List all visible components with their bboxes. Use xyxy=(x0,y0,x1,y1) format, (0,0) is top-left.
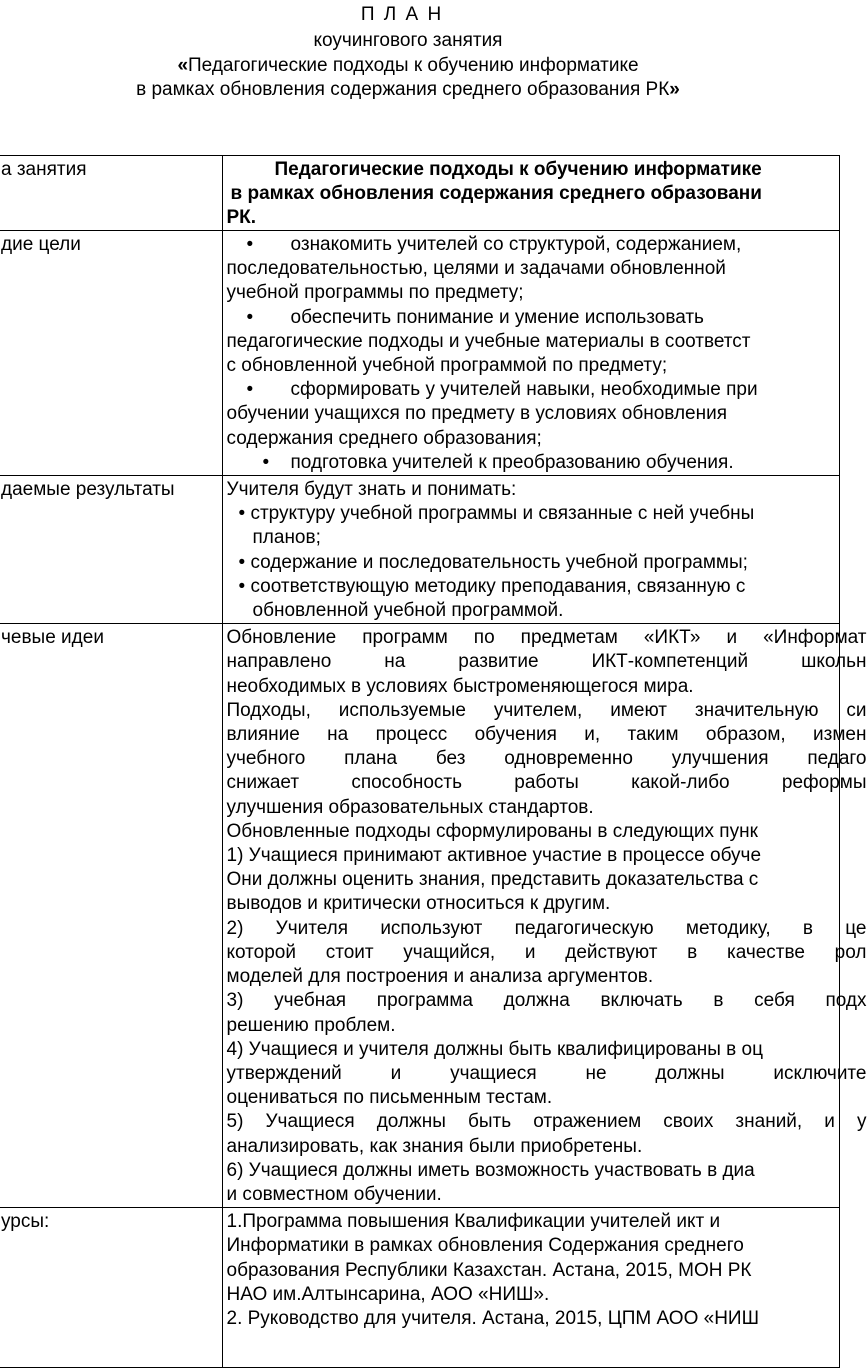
plan-title: П Л А Н xyxy=(360,4,444,25)
key-ideas-label: чевые идеи xyxy=(1,627,104,649)
key-idea-line: Они должны оценить знания, представить доказательства с xyxy=(226,869,759,891)
topic-title-line-1: Педагогические подходы к обучению информатике xyxy=(274,159,762,180)
result-item-1-cont: планов; xyxy=(252,527,321,549)
result-item-3-cont: обновленной учебной программой. xyxy=(252,600,564,622)
bullet-icon: • xyxy=(246,379,254,401)
topic-title-line-2: в рамках обновления содержания среднего образовани xyxy=(230,183,762,204)
goal-item-1-line-3: учебной программы по предмету; xyxy=(226,282,524,304)
result-item-1 xyxy=(227,502,836,526)
topic-title xyxy=(227,158,836,230)
goal-item-1-line-2: последовательностью, целями и задачами обновленной xyxy=(226,258,726,280)
key-idea-line: которой стоит учащийся, и действуют в качестве рол xyxy=(226,941,867,963)
result-item-3 xyxy=(227,575,836,599)
close-quote: » xyxy=(669,79,680,100)
resource-line: НАО им.Алтынсарина, АОО «НИШ». xyxy=(226,1283,550,1305)
key-idea-line: анализировать, как знания были приобретены. xyxy=(226,1135,643,1157)
row-value-results xyxy=(222,476,840,624)
resource-line: Информатики в рамках обновления Содержания среднего xyxy=(226,1235,744,1257)
row-label-results xyxy=(0,476,222,624)
key-idea-line: моделей для построения и анализа аргументов. xyxy=(226,966,654,988)
resources-label: урсы: xyxy=(1,1211,50,1233)
key-idea-line: 6) Учащиеся должны иметь возможность участвовать в диа xyxy=(226,1159,755,1181)
key-idea-line: Обновление программ по предметам «ИКТ» и «Информат xyxy=(226,627,867,649)
table-row-resources xyxy=(0,1208,840,1368)
results-label: даемые результаты xyxy=(1,479,175,501)
goal-item-4-line-1 xyxy=(227,451,836,475)
table-row-key-ideas xyxy=(0,624,840,1208)
header-topic-line-2 xyxy=(0,79,816,101)
topic-title-line-3: РК. xyxy=(226,207,257,228)
goals-label: дие цели xyxy=(1,234,81,255)
goal-item-3-line-3: содержания среднего образования; xyxy=(226,427,542,449)
key-idea-line: Подходы, используемые учителем, имеют значительную си xyxy=(226,699,867,721)
resource-line: 2. Руководство для учителя. Астана, 2015, ЦПМ АОО «НИШ xyxy=(226,1307,759,1329)
result-item-2 xyxy=(227,551,836,575)
open-quote: « xyxy=(177,55,189,76)
bullet-icon: • xyxy=(246,306,254,328)
key-idea-line: 1) Учащиеся принимают активное участие в процессе обуче xyxy=(226,845,762,867)
key-idea-line: учебного плана без одновременно улучшения педаго xyxy=(226,748,867,770)
bullet-icon: • xyxy=(238,551,246,573)
key-idea-line: необходимых в условиях быстроменяющегося мира. xyxy=(226,675,694,697)
result-text: соответствующую методику преподавания, связанную с xyxy=(250,575,746,597)
resource-line: образования Республики Казахстан. Астана, 2015, МОН РК xyxy=(226,1259,752,1281)
header-topic-line-1 xyxy=(0,55,816,77)
row-label-topic xyxy=(0,156,222,231)
key-idea-line: утверждений и учащиеся не должны исключите xyxy=(226,1062,867,1084)
row-value-resources xyxy=(222,1208,840,1368)
key-idea-line: 2) Учителя используют педагогическую методику, в це xyxy=(226,917,867,939)
row-label-key-ideas xyxy=(0,624,222,1208)
table-row-results xyxy=(0,476,840,624)
key-idea-line: снижает способность работы какой-либо реформы xyxy=(226,772,867,794)
header-topic-text-2: в рамках обновления содержания среднего образования РК xyxy=(136,79,670,100)
bullet-icon: • xyxy=(238,503,246,525)
row-label-resources xyxy=(0,1208,222,1368)
goal-text: сформировать у учителей навыки, необходимые при xyxy=(290,379,758,401)
header-topic-text-1: Педагогические подходы к обучению информатике xyxy=(188,55,639,76)
key-idea-line: решению проблем. xyxy=(226,1014,396,1036)
row-value-key-ideas xyxy=(222,624,867,1208)
goal-item-2-line-2: педагогические подходы и учебные материалы в соответст xyxy=(226,330,751,352)
bullet-icon: • xyxy=(246,234,254,255)
key-idea-line: 5) Учащиеся должны быть отражением своих знаний, и у xyxy=(226,1111,867,1133)
row-label-goals xyxy=(0,231,222,476)
key-idea-line: 3) учебная программа должна включать в себя подх xyxy=(226,990,867,1012)
goal-item-2-line-3: с обновленной учебной программой по предмету; xyxy=(226,355,668,377)
header-subtitle: коучингового занятия xyxy=(313,30,503,51)
result-text: содержание и последовательность учебной программы; xyxy=(250,551,748,573)
row-value-topic xyxy=(222,156,840,231)
goal-text: ознакомить учителей со структурой, содержанием, xyxy=(290,234,742,255)
goal-item-3-line-1 xyxy=(227,378,836,402)
bullet-icon: • xyxy=(238,575,246,597)
plan-table xyxy=(0,155,867,1368)
key-idea-line: 4) Учащиеся и учителя должны быть квалифицированы в оц xyxy=(226,1038,763,1060)
key-idea-line: и совместном обучении. xyxy=(226,1183,442,1205)
resource-line: 1.Программа повышения Квалификации учителей икт и xyxy=(226,1211,721,1233)
goal-text: обеспечить понимание и умение использовать xyxy=(290,306,704,328)
goal-item-3-line-2: обучении учащихся по предмету в условиях обновления xyxy=(226,403,727,425)
results-intro: Учителя будут знать и понимать: xyxy=(226,479,517,501)
key-idea-line: улучшения образовательных стандартов. xyxy=(226,796,594,818)
goal-item-1-line-1 xyxy=(227,233,836,257)
topic-label: а занятия xyxy=(1,159,87,180)
key-idea-line: оцениваться по письменным тестам. xyxy=(226,1087,553,1109)
key-idea-line: Обновленные подходы сформулированы в следующих пунк xyxy=(226,820,758,842)
result-text: структуру учебной программы и связанные с ней учебны xyxy=(250,503,755,525)
bullet-icon: • xyxy=(262,451,270,473)
key-idea-line: выводов и критически относиться к другим. xyxy=(226,893,611,915)
goal-text: подготовка учителей к преобразованию обучения. xyxy=(290,451,734,473)
key-idea-line: влияние на процесс обучения и, таким образом, измен xyxy=(226,724,867,746)
row-value-goals xyxy=(222,231,840,476)
key-idea-line: направлено на развитие ИКТ-компетенций школьн xyxy=(226,651,867,673)
table-row-topic xyxy=(0,156,840,231)
goal-item-2-line-1 xyxy=(227,306,836,330)
table-row-goals xyxy=(0,231,840,476)
